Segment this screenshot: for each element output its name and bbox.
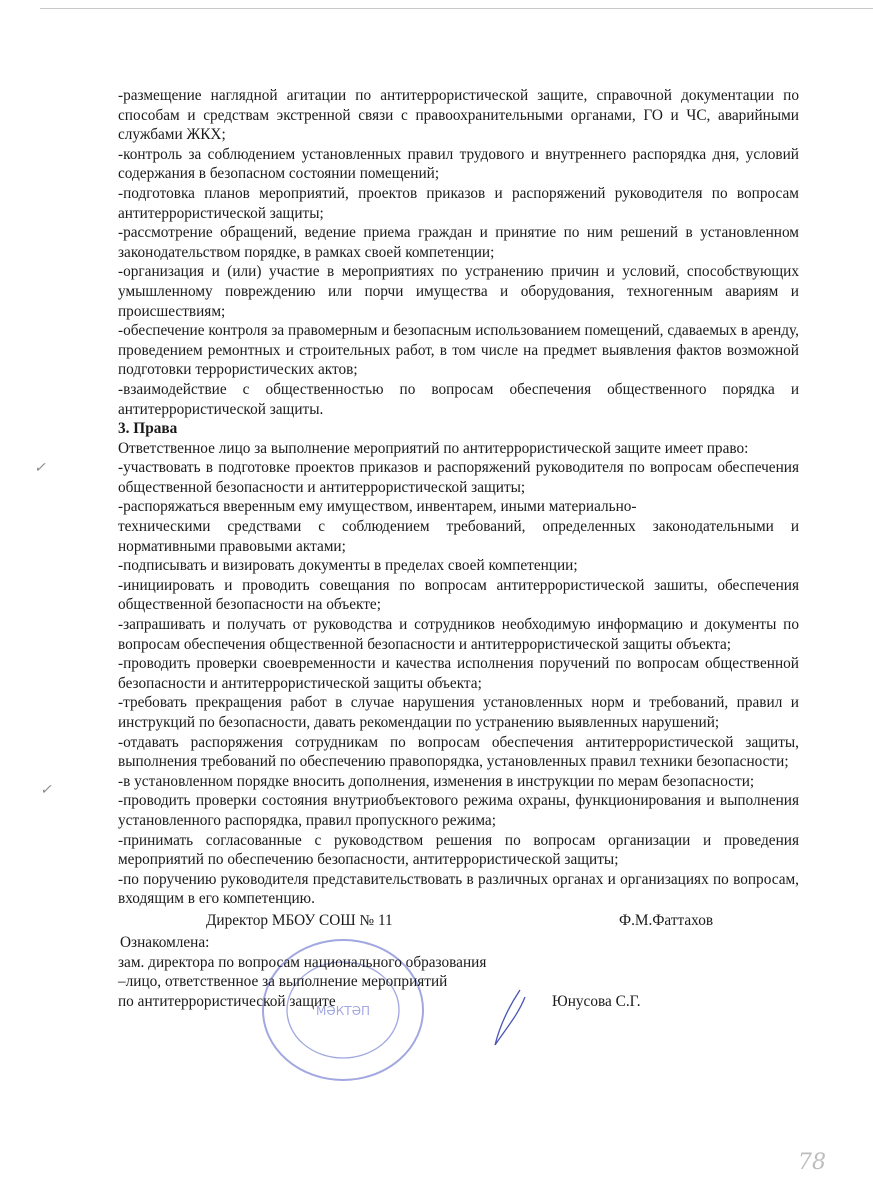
section-heading: 3. Права [118,420,178,438]
margin-mark: ✓ [40,783,52,798]
duty-item: -организация и (или) участие в мероприятиях по устранению причин и условий, способствующих умышленному повреждению или порчи имущества и оборудования, техногенным авариям и происшествиям; [118,263,799,320]
right-item: -подписывать и визировать документы в пределах своей компетенции; [118,557,578,575]
acknowledged-label: Ознакомлена: [120,933,210,951]
scan-top-edge [40,8,873,9]
right-item: -инициировать и проводить совещания по вопросам антитеррористической зашиты, обеспечения общественной безопасности на объекте; [118,576,799,614]
right-item: -отдавать распоряжения сотрудникам по вопросам обеспечения антитеррористической защиты, выполнения требований по обеспечению правопорядка, установленных правил техники безопасности; [118,733,799,771]
right-item: -принимать согласованные с руководством решения по вопросам организации и проведения мероприятий по обеспечению безопасности, антитеррористической защиты; [118,831,799,869]
director-position: Директор МБОУ СОШ № 11 [206,911,393,929]
right-item: -требовать прекращения работ в случае нарушения установленных норм и требований, правил и инструкций по безопасности, давать рекомендации по устранению выявленных нарушений; [118,694,799,731]
acknowledged-line: –лицо, ответственное за выполнение мероприятий [118,973,448,991]
right-item: -запрашивать и получать от руководства и сотрудников необходимую информацию и документы по вопросам обеспечения общественной безопасности и антитеррористической защиты объекта; [118,616,799,653]
page-number: 78 [798,1150,826,1175]
acknowledged-signature-row [118,992,799,1014]
acknowledged-line: зам. директора по вопросам национального образования [118,953,487,971]
right-item: техническими средствами с соблюдением требований, определенных законодательными и нормативными правовыми актами; [118,518,799,555]
right-item: -по поручению руководителя представительствовать в различных органах и организациях по вопросам, входящим в его компетенцию. [118,870,799,908]
duty-item: -размещение наглядной агитации по антитеррористической защите, справочной документации по способам и средствам экстренной связи с правоохранительными органами, ГО и ЧС, аварийными службами ЖКХ; [118,87,799,144]
acknowledged-name: Юнусова С.Г. [552,992,641,1010]
document-body [118,86,799,1014]
right-item: -проводить проверки своевременности и качества исполнения поручений по вопросам общественной безопасности и антитеррористической защиты объекта; [118,655,799,692]
duty-item: -обеспечение контроля за правомерным и безопасным использованием помещений, сдаваемых в аренду, проведением ремонтных и строительных работ, в том числе на предмет выявления фактов возможной подготовки террористических актов; [118,322,799,379]
director-name: Ф.М.Фаттахов [619,911,714,929]
section-intro: Ответственное лицо за выполнение мероприятий по антитеррористической защите имеет право: [118,439,749,457]
duty-item: -контроль за соблюдением установленных правил трудового и внутреннего распорядка дня, условий содержания в безопасном состоянии помещений; [118,145,799,183]
director-signature-row [118,911,799,933]
acknowledged-line: по антитеррористической защите [118,992,336,1010]
right-item: -в установленном порядке вносить дополнения, изменения в инструкции по мерам безопасности; [118,772,755,790]
right-item: -проводить проверки состояния внутриобъектового режима охраны, функционирования и выполнения установленного распорядка, правил пропускного режима; [118,792,799,829]
margin-mark: ✓ [34,461,46,476]
right-item: -распоряжаться вверенным ему имуществом, инвентарем, иными материально- [118,498,637,516]
stamp-text: МӘКТӘП [315,1004,371,1018]
duty-item: -подготовка планов мероприятий, проектов приказов и распоряжений руководителя по вопросам антитеррористической защиты; [118,184,799,222]
duty-item: -взаимодействие с общественностью по вопросам обеспечения общественного порядка и антитеррористической защиты. [118,380,799,418]
duty-item: -рассмотрение обращений, ведение приема граждан и принятие по ним решений в установленном законодательством порядке, в рамках своей компетенции; [118,224,799,261]
right-item: -участвовать в подготовке проектов приказов и распоряжений руководителя по вопросам обеспечения общественной безопасности и антитеррористической защиты; [118,459,799,496]
